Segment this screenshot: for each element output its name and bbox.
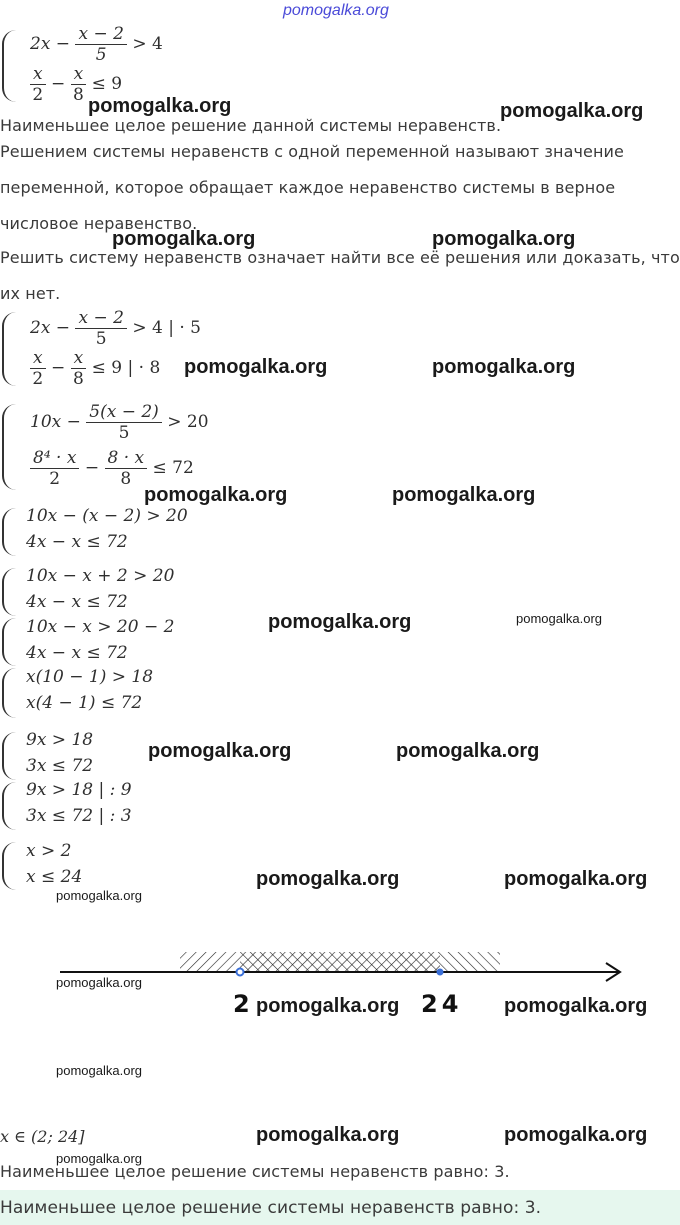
- watermark-small: pomogalka.org: [56, 1151, 142, 1166]
- watermark: pomogalka.org: [500, 100, 644, 122]
- axis-label-24: 24: [421, 990, 463, 1018]
- watermark: pomogalka.org: [504, 1124, 648, 1146]
- system-8-line-2: 3x ≤ 72: [26, 756, 94, 776]
- brace: [2, 732, 18, 780]
- brace: [2, 30, 18, 102]
- brace: [2, 782, 18, 830]
- watermark: pomogalka.org: [432, 228, 576, 250]
- brace: [2, 508, 18, 556]
- brace: [2, 668, 18, 718]
- paragraph-2b: переменной, которое обращает каждое неравенство системы в верное: [0, 178, 616, 197]
- watermark: pomogalka.org: [396, 740, 540, 762]
- watermark: pomogalka.org: [256, 868, 400, 890]
- watermark: pomogalka.org: [148, 740, 292, 762]
- system-1-line-1: 2x − $\frac{x - 2}{5}$ > 4: [30, 24, 163, 65]
- system-9-line-1: 9x > 18 | : 9: [26, 780, 132, 800]
- watermark: pomogalka.org: [268, 611, 412, 633]
- system-4-line-2: 4x − x ≤ 72: [26, 532, 128, 552]
- system-2-line-2: $\frac{x}{2}$ − $\frac{x}{8}$ ≤ 9 | · 8: [30, 348, 160, 389]
- system-4-line-1: 10x − (x − 2) > 20: [26, 506, 188, 526]
- watermark: pomogalka.org: [256, 995, 400, 1017]
- watermark: pomogalka.org: [184, 356, 328, 378]
- system-8-line-1: 9x > 18: [26, 730, 94, 750]
- watermark: pomogalka.org: [504, 995, 648, 1017]
- system-9-line-2: 3x ≤ 72 | : 3: [26, 806, 132, 826]
- axis-label-2: 2: [233, 990, 250, 1018]
- watermark-small: pomogalka.org: [56, 1063, 142, 1078]
- brace: [2, 618, 18, 666]
- watermark-small: pomogalka.org: [516, 611, 602, 626]
- watermark: pomogalka.org: [256, 1124, 400, 1146]
- fraction: $\frac{x - 2}{5}$: [75, 24, 126, 65]
- watermark-small: pomogalka.org: [56, 975, 142, 990]
- paragraph-1: Наименьшее целое решение данной системы неравенств.: [0, 116, 502, 135]
- system-6-line-1: 10x − x > 20 − 2: [26, 617, 175, 637]
- interval-result: x ∈ (2; 24]: [0, 1127, 85, 1146]
- watermark: pomogalka.org: [144, 484, 288, 506]
- watermark-small: pomogalka.org: [56, 888, 142, 903]
- point-2-open: [237, 969, 244, 976]
- watermark: pomogalka.org: [88, 95, 232, 117]
- watermark: pomogalka.org: [392, 484, 536, 506]
- brace: [2, 404, 18, 490]
- hatch-x-gt-2: [240, 952, 500, 972]
- paragraph-2a: Решением системы неравенств с одной переменной называют значение: [0, 142, 624, 161]
- system-10-line-2: x ≤ 24: [26, 867, 83, 887]
- system-10-line-1: x > 2: [26, 841, 72, 861]
- top-watermark: pomogalka.org: [283, 2, 389, 19]
- watermark: pomogalka.org: [112, 228, 256, 250]
- paragraph-3a: Решить систему неравенств означает найти все её решения или доказать, что: [0, 248, 680, 267]
- system-7-line-1: x(10 − 1) > 18: [26, 667, 154, 687]
- system-5-line-1: 10x − x + 2 > 20: [26, 566, 175, 586]
- brace: [2, 312, 18, 386]
- paragraph-3b: их нет.: [0, 284, 61, 303]
- watermark: pomogalka.org: [504, 868, 648, 890]
- answer-line: Наименьшее целое решение системы неравенств равно: 3.: [0, 1162, 510, 1181]
- paragraph-2c: числовое неравенство.: [0, 214, 198, 233]
- watermark: pomogalka.org: [432, 356, 576, 378]
- system-5-line-2: 4x − x ≤ 72: [26, 592, 128, 612]
- system-7-line-2: x(4 − 1) ≤ 72: [26, 693, 143, 713]
- system-2-line-1: 2x − $\frac{x - 2}{5}$ > 4 | · 5: [30, 308, 201, 349]
- answer-box: [0, 1190, 680, 1225]
- system-1-line-2: $\frac{x}{2}$ − $\frac{x}{8}$ ≤ 9: [30, 64, 122, 105]
- brace: [2, 568, 18, 616]
- system-3-line-1: 10x − $\frac{5(x - 2)}{5}$ > 20: [30, 402, 209, 443]
- point-24-closed: [437, 969, 444, 976]
- answer-box-text: Наименьшее целое решение системы неравенств равно: 3.: [0, 1198, 542, 1218]
- brace: [2, 842, 18, 890]
- system-6-line-2: 4x − x ≤ 72: [26, 643, 128, 663]
- system-3-line-2: $\frac{\text{8⁴ · x}}{2}$ − $\frac{8 \cdot x}{8}$ ≤ 72: [30, 448, 194, 489]
